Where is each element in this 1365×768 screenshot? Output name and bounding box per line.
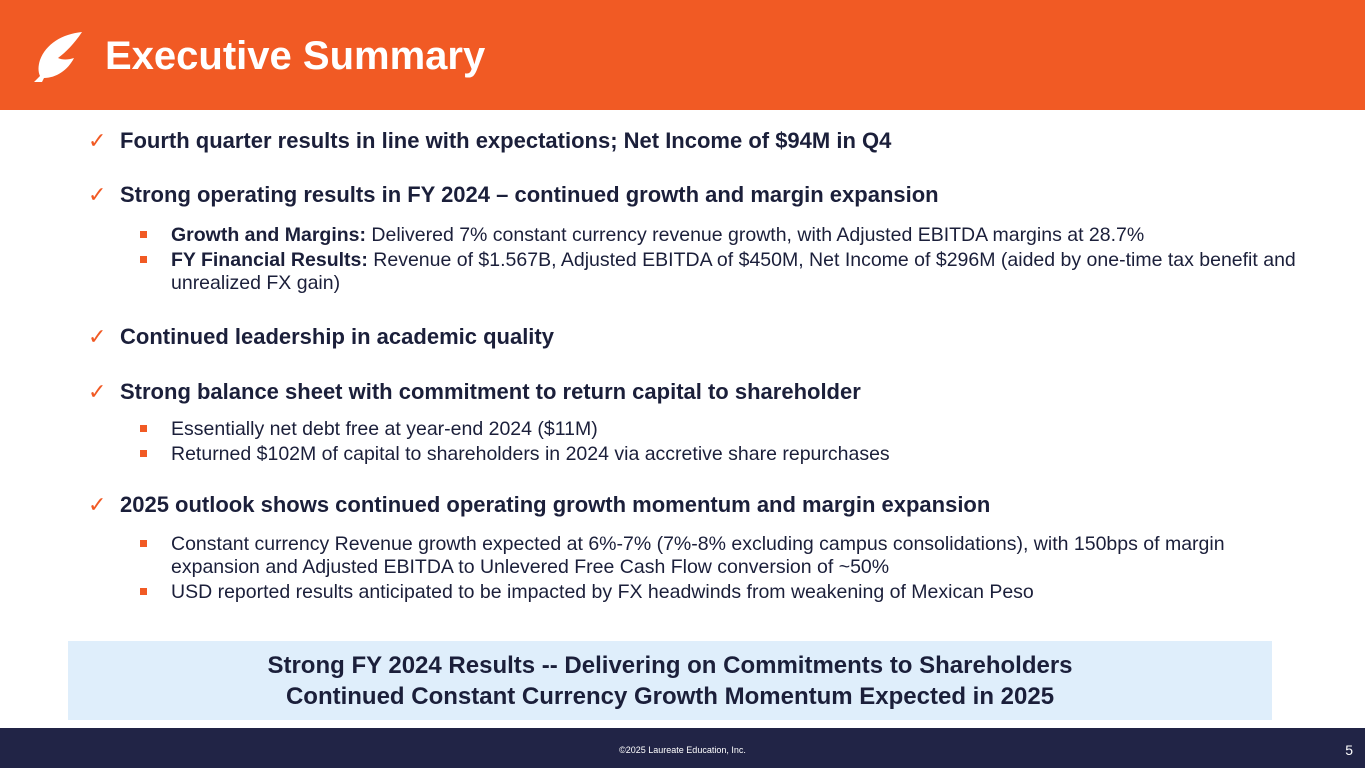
sub-bullet-text: Revenue of $1.567B, Adjusted EBITDA of $450M, Net Income of $296M (aided by one-time tax benefit and unrealized FX gain): [171, 249, 1296, 294]
sub-bullet: [140, 249, 1310, 295]
checkmark-icon: ✓: [88, 128, 107, 153]
checkmark-icon: ✓: [88, 182, 107, 207]
checkmark-icon: ✓: [88, 379, 107, 404]
sub-bullet-text: Essentially net debt free at year-end 2024 ($11M): [171, 418, 598, 440]
sub-bullet-text: Constant currency Revenue growth expected at 6%-7% (7%-8% excluding campus consolidations), with 150bps of margin expansion and Adjusted EBITDA to Unlevered Free Cash Flow conversion of ~50%: [171, 533, 1225, 578]
checkmark-icon: ✓: [88, 324, 107, 349]
square-bullet-icon: [140, 425, 147, 432]
sub-bullet: [140, 581, 1310, 604]
bullet-text: Strong operating results in FY 2024 – continued growth and margin expansion: [120, 182, 939, 207]
sub-bullet: [140, 443, 1310, 466]
sub-bullet: [140, 533, 1310, 579]
page-title: Executive Summary: [105, 34, 486, 78]
bullet-text: Fourth quarter results in line with expectations; Net Income of $94M in Q4: [120, 128, 892, 153]
sub-bullet-text: Delivered 7% constant currency revenue growth, with Adjusted EBITDA margins at 28.7%: [366, 224, 1145, 246]
checkmark-icon: ✓: [88, 492, 107, 517]
footer-bar: [0, 728, 1365, 768]
summary-bullet: [88, 182, 939, 208]
callout-line-2: Continued Constant Currency Growth Momentum Expected in 2025: [285, 683, 1055, 710]
square-bullet-icon: [140, 256, 147, 263]
summary-callout: [68, 641, 1272, 720]
sub-bullet: [140, 224, 1310, 247]
summary-bullet: [88, 379, 861, 405]
square-bullet-icon: [140, 540, 147, 547]
sub-bullet-text: Returned $102M of capital to shareholders in 2024 via accretive share repurchases: [171, 443, 890, 465]
summary-bullet: [88, 128, 891, 154]
sub-bullet: [140, 418, 1310, 441]
bullet-text: Continued leadership in academic quality: [120, 324, 554, 349]
square-bullet-icon: [140, 450, 147, 457]
summary-bullet: [88, 492, 990, 518]
square-bullet-icon: [140, 588, 147, 595]
copyright-text: ©2025 Laureate Education, Inc.: [619, 745, 746, 755]
sub-bullet-text: USD reported results anticipated to be impacted by FX headwinds from weakening of Mexican Peso: [171, 581, 1034, 603]
sub-bullet-lead: FY Financial Results:: [171, 249, 368, 271]
summary-bullet: [88, 324, 554, 350]
leaf-logo-icon: [32, 30, 86, 82]
square-bullet-icon: [140, 231, 147, 238]
sub-bullet-lead: Growth and Margins:: [171, 224, 366, 246]
bullet-text: Strong balance sheet with commitment to return capital to shareholder: [120, 379, 861, 404]
bullet-text: 2025 outlook shows continued operating growth momentum and margin expansion: [120, 492, 991, 517]
callout-line-1: Strong FY 2024 Results -- Delivering on Commitments to Shareholders: [267, 652, 1073, 679]
page-number: 5: [1345, 742, 1353, 758]
header-bar: [0, 0, 1365, 110]
